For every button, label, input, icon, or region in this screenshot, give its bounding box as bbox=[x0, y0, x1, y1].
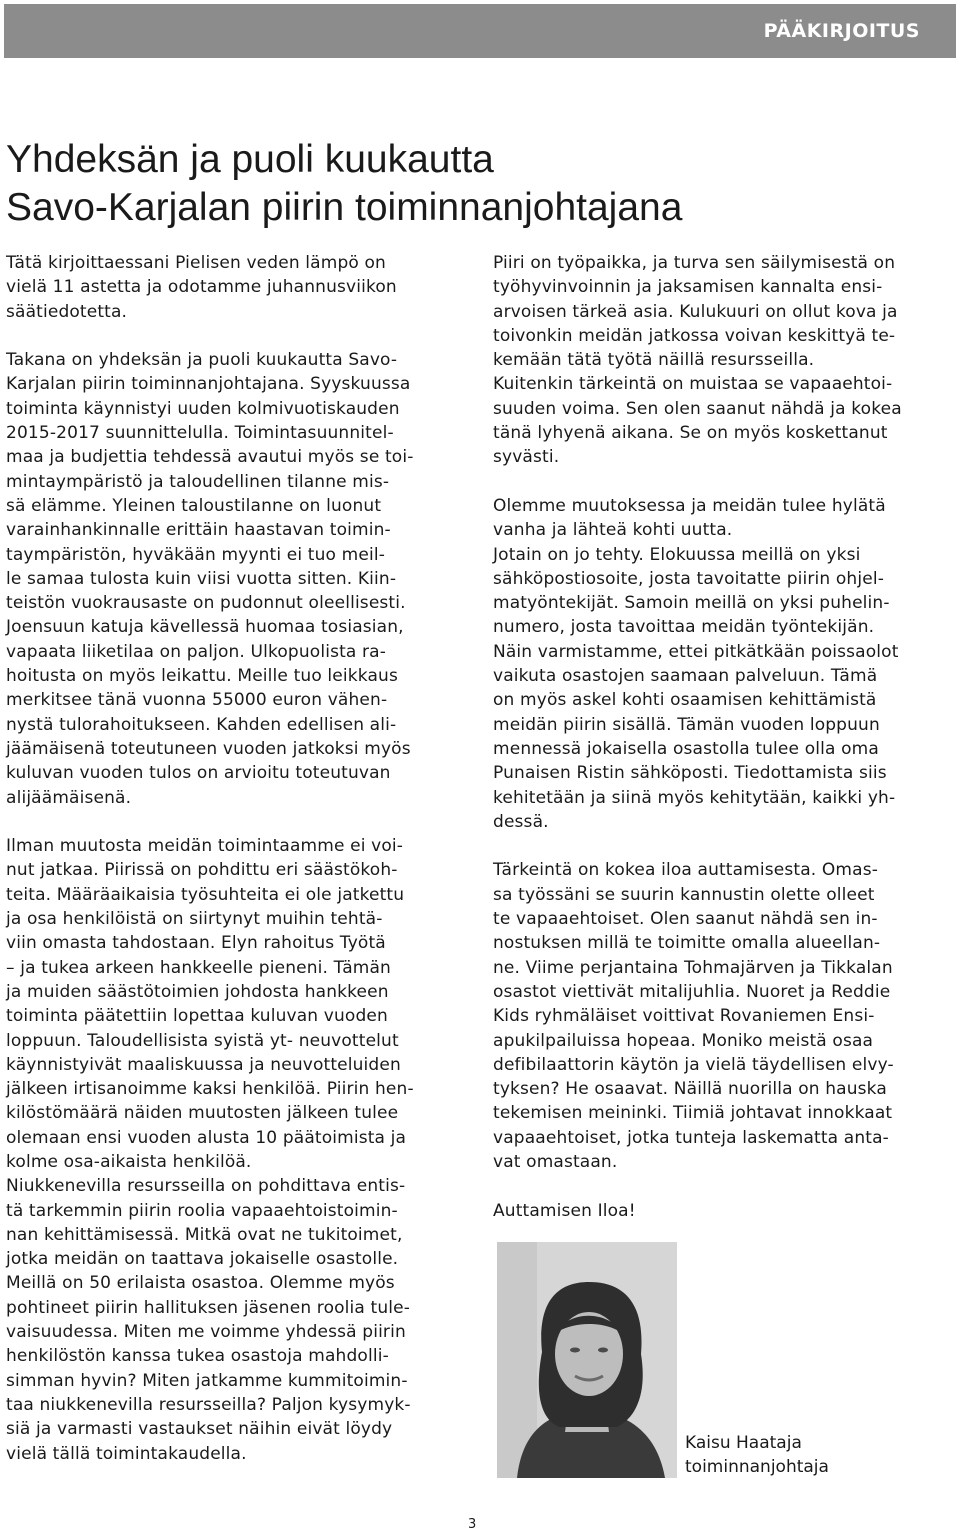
author-portrait-icon bbox=[497, 1242, 677, 1478]
section-header-bar bbox=[4, 4, 956, 58]
text-line: – ja tukea arkeen hankkeelle pieneni. Tämän bbox=[6, 957, 391, 978]
text-line: Kids ryhmäläiset voittivat Rovaniemen Ensi- bbox=[493, 1006, 875, 1027]
text-line: nystä tulorahoitukseen. Kahden edellisen ali- bbox=[6, 714, 397, 735]
text-line: on myös askel kohti osaamisen kehittämistä bbox=[493, 690, 877, 711]
article-right-column bbox=[493, 251, 902, 1223]
text-line: teita. Määräaikaisia työsuhteita ei ole jatkettu bbox=[6, 884, 405, 905]
paragraph-gap bbox=[493, 1174, 902, 1198]
text-line: tänä lyhyenä aikana. Se on myös koskettanut bbox=[493, 423, 888, 444]
text-line: ne. Viime perjantaina Tohmajärven ja Tikkalan bbox=[493, 957, 893, 978]
text-line: nan kehittämisessä. Mitkä ovat ne tukitoimet, bbox=[6, 1224, 403, 1245]
text-line: vanha ja lähteä kohti uutta. bbox=[493, 520, 733, 541]
article-title bbox=[6, 136, 906, 232]
text-line: viin omasta tahdostaan. Elyn rahoitus Työtä bbox=[6, 933, 386, 954]
text-line: toivonkin meidän jatkossa voivan keskittyä te- bbox=[493, 325, 896, 346]
text-line: kuluvan vuoden tulos on arvioitu toteutuvan bbox=[6, 763, 391, 784]
text-line: ja osa henkilöistä on siirtynyt muihin tehtä- bbox=[6, 909, 383, 930]
text-line: tekemisen meininki. Tiimiä johtavat innokkaat bbox=[493, 1103, 893, 1124]
paragraph-gap bbox=[6, 810, 414, 834]
text-line: simman hyvin? Miten jatkamme kummitoimin- bbox=[6, 1370, 408, 1391]
text-line: mennessä jokaisella osastolla tulee olla oma bbox=[493, 738, 879, 759]
text-line: Piiri on työpaikka, ja turva sen säilymisestä on bbox=[493, 253, 896, 273]
text-line: taa niukkenevilla resursseilla? Paljon kysymyk- bbox=[6, 1394, 411, 1415]
text-line: mintaympäristö ja taloudellinen tilanne mis- bbox=[6, 471, 390, 492]
text-line: Tärkeintä on kokea iloa auttamisesta. Omas- bbox=[493, 860, 878, 881]
text-line: vapaata liiketilaa on paljon. Ulkopuolista ra- bbox=[6, 641, 387, 662]
text-line: Niukkenevilla resursseilla on pohdittava entis- bbox=[6, 1176, 406, 1197]
text-line: numero, josta tavoittaa meidän työntekijän. bbox=[493, 617, 875, 638]
text-line: vapaaehtoiset, jotka tunteja laskematta anta- bbox=[493, 1127, 889, 1148]
text-line: meidän piirin sisällä. Tämän vuoden loppuun bbox=[493, 714, 880, 735]
text-line: apukilpailuissa hopeaa. Moniko meistä osaa bbox=[493, 1030, 874, 1051]
text-line: vielä tällä toimintakaudella. bbox=[6, 1443, 247, 1464]
text-line: Jotain on jo tehty. Elokuussa meillä on yksi bbox=[493, 544, 861, 565]
text-line: kehitetään ja siinä myös kehitytään, kaikki yh- bbox=[493, 787, 896, 808]
text-line: tyksen? He osaavat. Näillä nuorilla on hauska bbox=[493, 1079, 887, 1100]
text-line: työhyvinvoinnin ja jaksamisen kannalta ensi- bbox=[493, 277, 883, 298]
paragraph-gap bbox=[6, 324, 414, 348]
text-line: Kuitenkin tärkeintä on muistaa se vapaaehtoi- bbox=[493, 374, 893, 395]
text-line: Karjalan piirin toiminnanjohtajana. Syyskuussa bbox=[6, 374, 411, 395]
paragraph-gap bbox=[493, 834, 902, 858]
text-line: defibilaattorin käytön ja vielä täydellisen elvy- bbox=[493, 1054, 894, 1075]
text-line: säätiedotetta. bbox=[6, 301, 128, 322]
text-line: nut jatkaa. Piirissä on pohdittu eri säästökoh- bbox=[6, 860, 398, 881]
text-line: syvästi. bbox=[493, 447, 560, 468]
text-line: olemaan ensi vuoden alusta 10 päätoimista ja bbox=[6, 1127, 407, 1148]
article-left-column bbox=[6, 251, 414, 1466]
text-line: vat omastaan. bbox=[493, 1151, 618, 1172]
text-line: kilöstömäärä näiden muutosten jälkeen tulee bbox=[6, 1103, 399, 1124]
text-line: vaikuta osastojen saamaan palveluun. Tämä bbox=[493, 666, 878, 687]
text-line: Ilman muutosta meidän toimintaamme ei voi- bbox=[6, 836, 404, 857]
text-line: arvoisen tärkeä asia. Kulukuuri on ollut kova ja bbox=[493, 301, 898, 322]
text-line: dessä. bbox=[493, 811, 549, 832]
text-line: te vapaaehtoiset. Olen saanut nähdä sen in- bbox=[493, 909, 878, 930]
text-line: Tätä kirjoittaessani Pielisen veden lämpö on bbox=[6, 253, 386, 273]
text-line: käynnistyivät maaliskuussa ja neuvotteluiden bbox=[6, 1054, 401, 1075]
text-line: taympäristön, hyväkään myynti ei tuo meil- bbox=[6, 544, 385, 565]
text-line: suuden voima. Sen olen saanut nähdä ja kokea bbox=[493, 398, 902, 419]
text-line: toiminta päätettiin lopettaa kuluvan vuoden bbox=[6, 1006, 388, 1027]
article-title-line: Savo-Karjalan piirin toiminnanjohtajana bbox=[6, 186, 683, 229]
text-line: osastot viettivät mitalijuhlia. Nuoret ja Reddie bbox=[493, 981, 891, 1002]
text-line: vaisuudessa. Miten me voimme yhdessä piirin bbox=[6, 1322, 406, 1343]
text-line: kemään tätä työtä näillä resursseilla. bbox=[493, 350, 815, 371]
text-line: toiminta käynnistyi uuden kolmivuotiskauden bbox=[6, 398, 400, 419]
text-line: loppuun. Taloudellisista syistä yt- neuvottelut bbox=[6, 1030, 399, 1051]
text-line: pohtineet piirin hallituksen jäsenen roolia tule- bbox=[6, 1297, 411, 1318]
text-line: Auttamisen Iloa! bbox=[493, 1200, 636, 1221]
text-line: Joensuun katuja kävellessä huomaa tosiasian, bbox=[6, 617, 404, 638]
text-line: sä elämme. Yleinen taloustilanne on luonut bbox=[6, 495, 382, 516]
text-line: kolme osa-aikaista henkilöä. bbox=[6, 1151, 252, 1172]
text-line: jotka meidän on taattava jokaiselle osastolle. bbox=[6, 1249, 399, 1270]
text-line: tä tarkemmin piirin roolia vapaaehtoistoimin- bbox=[6, 1200, 398, 1221]
text-line: Meillä on 50 erilaista osastoa. Olemme myös bbox=[6, 1273, 395, 1294]
text-line: vielä 11 astetta ja odotamme juhannusviikon bbox=[6, 277, 397, 298]
text-line: henkilöstön kanssa tukea osastoja mahdolli- bbox=[6, 1346, 389, 1367]
text-line: merkitsee tänä vuonna 55000 euron vähen- bbox=[6, 690, 388, 711]
text-line: le samaa tulosta kuin viisi vuotta sitten. Kiin- bbox=[6, 568, 397, 589]
text-line: nostuksen millä te toimitte omalla alueellan- bbox=[493, 933, 881, 954]
section-label: PÄÄKIRJOITUS bbox=[763, 20, 920, 42]
article-title-line: Yhdeksän ja puoli kuukautta bbox=[6, 138, 494, 181]
text-line: siä ja varmasti vastaukset näihin eivät löydy bbox=[6, 1419, 393, 1440]
text-line: teistön vuokrausaste on pudonnut oleellisesti. bbox=[6, 593, 406, 614]
text-line: Takana on yhdeksän ja puoli kuukautta Savo- bbox=[6, 350, 398, 371]
text-line: Punaisen Ristin sähköposti. Tiedottamista siis bbox=[493, 763, 887, 784]
text-line: 2015-2017 suunnittelulla. Toimintasuunnitel- bbox=[6, 423, 394, 444]
author-name: Kaisu Haataja bbox=[685, 1433, 802, 1453]
page-number: 3 bbox=[468, 1517, 477, 1532]
paragraph-gap bbox=[493, 470, 902, 494]
text-line: maa ja budjettia tehdessä avautui myös se toi- bbox=[6, 447, 414, 468]
text-line: jälkeen irtisanoimme kaksi henkilöä. Piirin hen- bbox=[6, 1079, 414, 1100]
text-line: matyöntekijät. Samoin meillä on yksi puhelin- bbox=[493, 593, 890, 614]
text-line: Olemme muutoksessa ja meidän tulee hylätä bbox=[493, 495, 886, 516]
text-line: alijäämäisenä. bbox=[6, 787, 132, 808]
text-line: hoitusta on myös leikattu. Meille tuo leikkaus bbox=[6, 666, 398, 687]
text-line: ja muiden säästötoimien johdosta hankkeen bbox=[6, 981, 389, 1002]
text-line: sähköpostiosoite, josta tavoitatte piirin ohjel- bbox=[493, 568, 884, 589]
text-line: jäämäisenä toteutuneen vuoden jatkoksi myös bbox=[6, 738, 411, 759]
text-line: Näin varmistamme, ettei pitkätkään poissaolot bbox=[493, 641, 899, 662]
text-line: sa työssäni se suurin kannustin olette olleet bbox=[493, 884, 875, 905]
author-title: toiminnanjohtaja bbox=[685, 1457, 829, 1477]
text-line: varainhankinnalle erittäin haastavan toimin- bbox=[6, 520, 391, 541]
